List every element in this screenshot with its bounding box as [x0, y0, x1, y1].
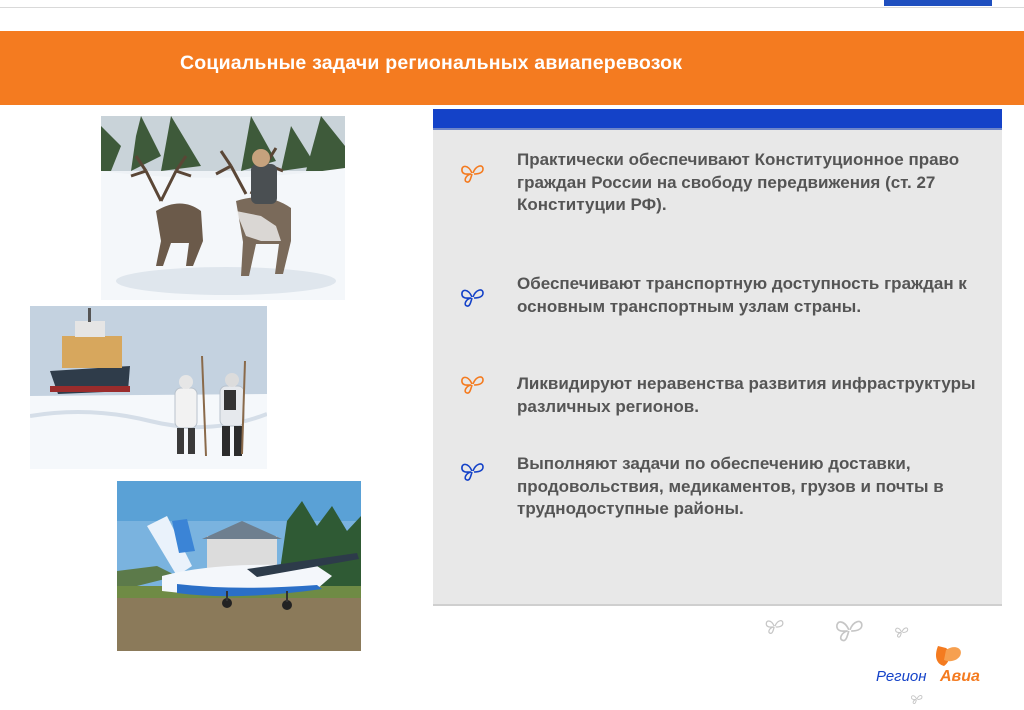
- airplane-photo: [117, 481, 361, 651]
- butterfly-icon: [833, 618, 867, 649]
- butterfly-icon: [459, 163, 487, 185]
- list-item: Выполняют задачи по обеспечению доставки, продовольствия, медикаментов, грузов и почты в труднодоступные районы.: [517, 454, 944, 518]
- content-panel: [433, 109, 1002, 606]
- list-item: Ликвидируют неравенства развития инфраструктуры различных регионов.: [517, 374, 976, 416]
- icebreaker-photo: [30, 306, 267, 469]
- butterfly-icon: [459, 287, 487, 309]
- regionavia-logo: [874, 642, 998, 692]
- list-item: Обеспечивают транспортную доступность граждан к основным транспортным узлам страны.: [517, 274, 967, 316]
- page-title: Социальные задачи региональных авиаперевозок: [180, 52, 683, 74]
- butterfly-icon: [459, 461, 487, 483]
- top-divider: [0, 0, 1024, 8]
- butterfly-icon: [764, 618, 786, 641]
- logo-text-left: Регион: [876, 668, 927, 685]
- top-accent-bar: [884, 0, 992, 6]
- butterfly-icon: [910, 692, 924, 710]
- reindeer-sled-photo: [101, 116, 345, 300]
- panel-header-bar: [433, 109, 1002, 130]
- list-item: Практически обеспечивают Конституционное право граждан России на свободу передвижения (ст. 27 Конституции РФ).: [517, 150, 960, 214]
- logo-text-right: Авиа: [940, 668, 980, 685]
- butterfly-icon: [459, 374, 487, 396]
